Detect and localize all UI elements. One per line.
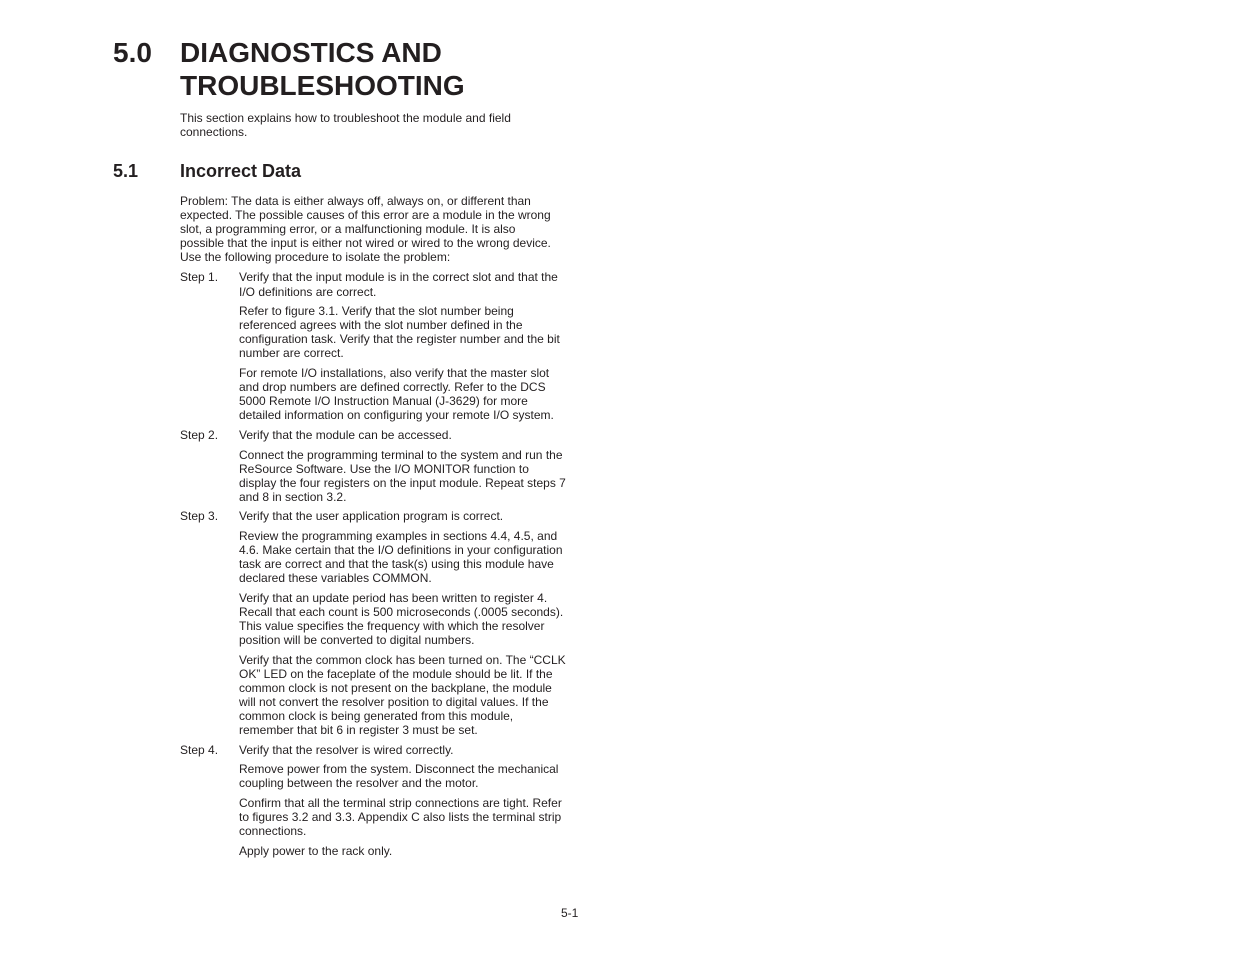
step-paragraph: Apply power to the rack only. (239, 843, 393, 858)
step-paragraph: Verify that the module can be accessed. (239, 427, 452, 442)
step-body (239, 509, 566, 737)
step-paragraph: Verify that the common clock has been turned on. The “CCLK OK” LED on the faceplate of the module should be lit. If the common clock is not present on the backplane, the module will not convert the resolver position to digital values. If the common clock is being generated from this module, remember that bit 6 in register 3 must be set. (239, 652, 566, 738)
problem-statement: Problem: The data is either always off, always on, or different than expected. The possible causes of this error are a module in the wrong slot, a programming error, or a malfunctioning module. It is also possible that the input is either not wired or wired to the wrong device. Use the following procedure to isolate the problem: (180, 194, 551, 265)
step-label: Step 3. (180, 509, 219, 524)
step-3 (180, 509, 570, 737)
section-heading (113, 160, 513, 182)
chapter-title: DIAGNOSTICS AND TROUBLESHOOTING (180, 37, 465, 101)
step-paragraph: Verify that the resolver is wired correctly. (239, 742, 454, 757)
section-title: Incorrect Data (180, 161, 302, 181)
step-paragraph: Review the programming examples in sections 4.4, 4.5, and 4.6. Make certain that the I/O definitions in your configuration task are correct and that the task(s) using this module have declared these variables COMMON. (239, 528, 563, 586)
step-paragraph: Confirm that all the terminal strip connections are tight. Refer to figures 3.2 and 3.3. Appendix C also lists the terminal strip connections. (239, 796, 562, 839)
step-paragraph: Verify that the input module is in the correct slot and that the I/O definitions are correct. (239, 270, 558, 299)
step-paragraph: Connect the programming terminal to the system and run the ReSource Software. Use the I/O MONITOR function to display the four registers on the input module. Repeat steps 7 and 8 in section 3.2. (239, 447, 566, 504)
step-body (239, 270, 566, 422)
step-2 (180, 428, 570, 504)
section-body (180, 194, 570, 863)
step-paragraph: Verify that the user application program is correct. (239, 509, 504, 524)
step-paragraph: Verify that an update period has been written to register 4. Recall that each count is 500 microseconds (.0005 seconds). This value specifies the frequency with which the resolver position will be converted to digital numbers. (239, 590, 564, 648)
step-body (239, 428, 566, 504)
step-paragraph: Refer to figure 3.1. Verify that the slot number being referenced agrees with the slot number defined in the configuration task. Verify that the register number and the bit number are correct. (239, 304, 560, 361)
step-label: Step 1. (180, 270, 219, 285)
step-4 (180, 743, 570, 858)
step-paragraph: For remote I/O installations, also verify that the master slot and drop numbers are defined correctly. Refer to the DCS 5000 Remote I/O Instruction Manual (J-3629) for more detailed information on configuring your remote I/O system. (239, 366, 554, 423)
step-paragraph: Remove power from the system. Disconnect the mechanical coupling between the resolver and the motor. (239, 762, 559, 791)
step-label: Step 2. (180, 427, 219, 442)
step-1 (180, 270, 570, 422)
chapter-intro: This section explains how to troubleshoot the module and field connections. (180, 111, 511, 139)
chapter-number: 5.0 (113, 37, 152, 68)
step-body (239, 743, 566, 858)
step-label: Step 4. (180, 742, 219, 757)
page-number: 5-1 (561, 906, 579, 920)
section-number: 5.1 (113, 161, 139, 181)
chapter-heading (113, 36, 593, 102)
